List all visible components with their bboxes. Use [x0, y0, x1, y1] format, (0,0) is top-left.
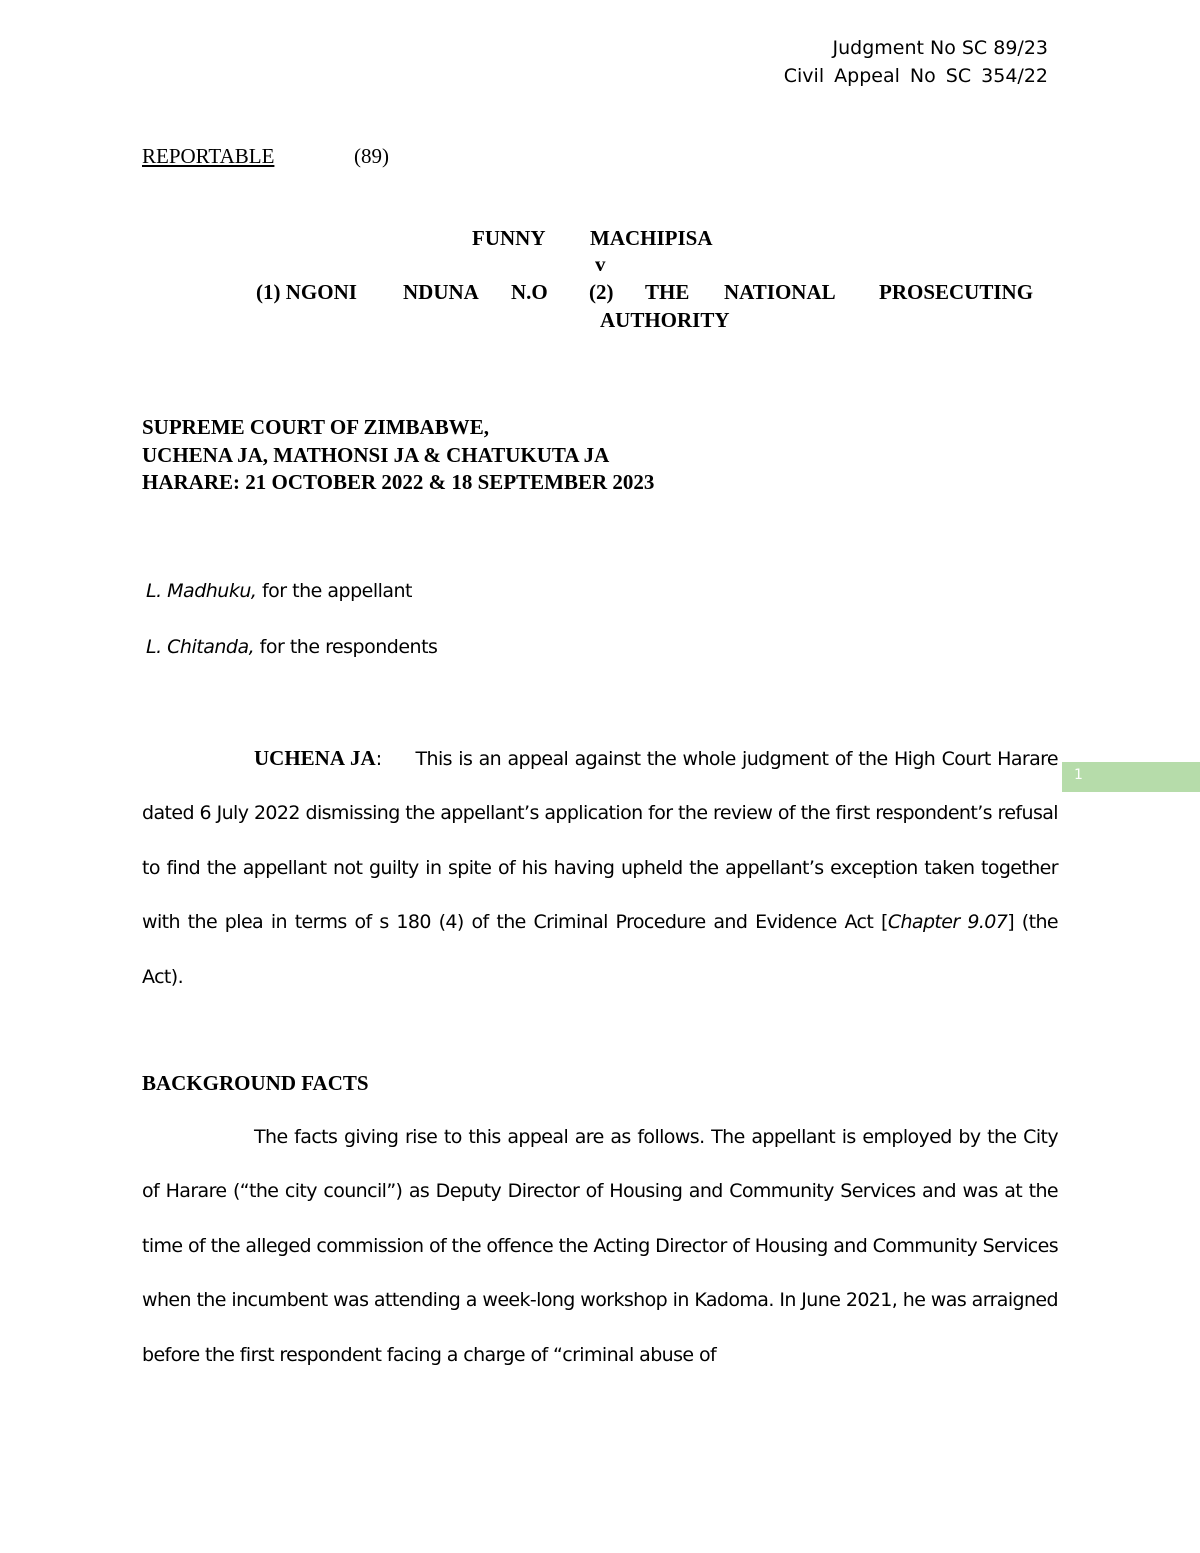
act-chapter: Chapter 9.07	[887, 911, 1008, 934]
court-judges: UCHENA JA, MATHONSI JA & CHATUKUTA JA	[142, 443, 610, 467]
appellant-counsel-name: L. Madhuku,	[146, 580, 257, 602]
appellant-first-name: FUNNY	[472, 226, 546, 250]
respondent-word: (2)	[589, 280, 614, 304]
background-heading: BACKGROUND FACTS	[142, 1071, 369, 1095]
judgment-intro-paragraph	[142, 731, 1058, 1004]
judgment-number: Judgment No SC 89/23	[832, 37, 1048, 59]
judgment-intro-text: This is an appeal against the whole judgment of the High Court Harare dated 6 July 2022 dismissing the appellant’s application for the review of the first respondent’s refusal to find the appellant not guilty in spite of his having upheld the appellant’s exception taken together with the plea in terms of s 180 (4) of the Criminal Procedure and Evidence Act [	[142, 748, 1059, 934]
judge-name: UCHENA JA	[254, 746, 376, 770]
background-text: The facts giving rise to this appeal are as follows. The appellant is employed by the City of Harare (“the city council”) as Deputy Director of Housing and Community Services and was at the time of the alleged commission of the offence the Acting Director of Housing and Community Services when the incumbent was attending a week-long workshop in Kadoma. In June 2021, he was arraigned before the first respondent facing a charge of “criminal abuse of	[142, 1126, 1058, 1366]
judge-colon: :	[375, 748, 382, 770]
appellant-counsel-role: for the appellant	[256, 580, 413, 602]
reportable-number: (89)	[354, 144, 389, 168]
respondent-word: N.O	[511, 280, 548, 304]
respondents-counsel	[146, 636, 437, 658]
court-dates: HARARE: 21 OCTOBER 2022 & 18 SEPTEMBER 2023	[142, 470, 655, 494]
respondent-word: PROSECUTING	[879, 280, 1034, 304]
civil-appeal-number: Civil Appeal No SC 354/22	[783, 65, 1048, 87]
respondent-word: NATIONAL	[724, 280, 836, 304]
respondents-counsel-name: L. Chitanda,	[146, 636, 255, 658]
respondent-word: NDUNA	[403, 280, 479, 304]
judgment-intro-end: ] (the Act).	[142, 911, 1058, 988]
background-paragraph	[142, 1110, 1058, 1382]
reportable-label: REPORTABLE	[142, 144, 275, 168]
appellant-last-name: MACHIPISA	[590, 226, 713, 250]
respondent-word: THE	[645, 280, 690, 304]
respondents-counsel-role: for the respondents	[254, 636, 438, 658]
respondent-word: (1) NGONI	[256, 280, 357, 304]
appellant-counsel	[146, 580, 412, 602]
page-number-marker	[1062, 762, 1200, 792]
versus-label: v	[595, 252, 606, 276]
page-number: 1	[1074, 767, 1083, 783]
respondent-authority: AUTHORITY	[600, 308, 730, 332]
court-name: SUPREME COURT OF ZIMBABWE,	[142, 415, 489, 439]
